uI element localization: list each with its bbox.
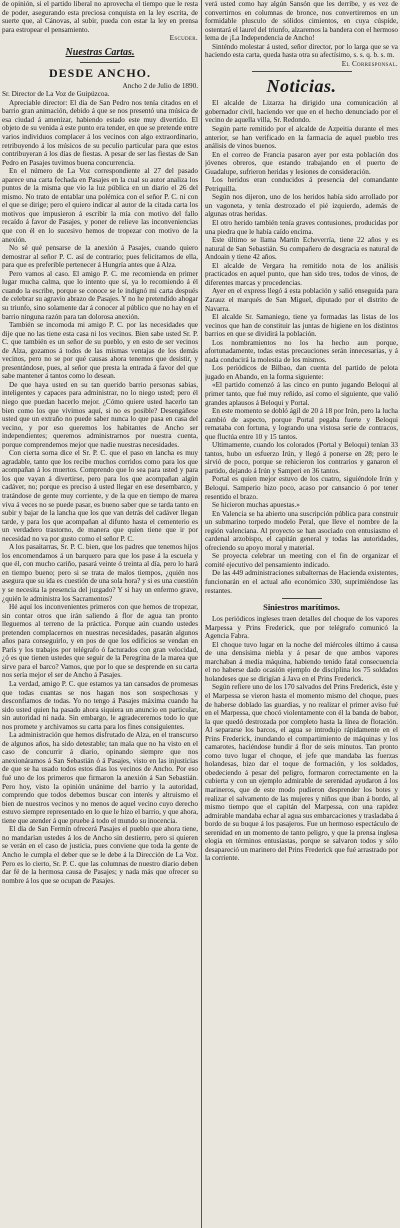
article-paragraph: De que haya usted en su tan querido barrio personas sabias, inteligentes y capaces para administrar, no lo niego usted; pero él niego que puedan hacerlo mejor. ¿Cómo quiere usted hacerlo tan bien como los que vivimos aquí, si no es posible? Desengáñese usted que un extraño no puede saber nunca lo que pasa en casa del vecino, y por eso queremos los habitantes de Ancho ser independientes; queremos administrarnos por nuestra cuenta, porque comprendemos mejor que nadie nuestras necesidades. bbox=[2, 380, 198, 449]
news-item: En el correo de Francia pasaron ayer por esta población dos jóvenes obreros, que estando trabajando en el puerto de Guadalupe, sufrieron heridas y lesiones de consideración. bbox=[205, 150, 398, 176]
right-top-signature: El Corresponsal. bbox=[341, 59, 398, 68]
article-paragraph: Apreciable director: El día de San Pedro nos tenía citados en el barrio gran animación, debido á que se nos presentó una música de esa ciudad á amenizar, habiendo estado este muy divertido. El objeto de su venida á este punto era tender, en que se pretende entre varios individuos complacer á los vecinos con algo extraordinario, retribuyendo á los músicos de su peculio particular para que estos contribuyeran á los días de fiestas. A pesar de ser las fiestas de San Pedro en Pasajes tuvimos buena concurrencia. bbox=[2, 98, 198, 167]
article-paragraph: El día de San Fermín ofrecerá Pasajes el pueblo que ahora tiene, no mandarían ustedes á los de Ancho sin destierro, pero si quieren se verán en el caso de justicia, pues conviene que toda la gente de Ancho le cumpla el deber que se le debe á la Dirección de La Voz. Pero es lo cierto, Sr. P. C. que las columnas de nuestro diario deben dar fé de la hermosa causa de Pasajes; y nada más que ofrecer su nombre á los que se ocupan de Pasajes. bbox=[2, 825, 198, 885]
news-item: Este último se llama Martín Echeverría, tiene 22 años y es natural de San Sebastián. Su compañero de desgracia es natural de Andoain y tiene 42 años. bbox=[205, 236, 398, 262]
news-item: El choque tuvo lugar en la noche del miércoles último á causa de una densísima niebla y á pesar de que ambos vapores marchaban á media máquina, habiendo tenido fatal consecuencia el no haberse dado ocasión ejemplo de disciplina los 75 soldados holandeses que se dirigían á Java en el Prins Frederick. bbox=[205, 640, 398, 683]
news-item: El alcalde de Lizarza ha dirigido una comunicación al gobernador civil, haciendo ver que en el hecho denunciado por el vecino de aquella villa, Sr. Redondo. bbox=[205, 99, 398, 125]
article-dateline: Ancho 2 de Julio de 1890. bbox=[122, 81, 198, 90]
news-item: Los periódicos de Bilbao, dan cuenta del partido de pelota jugado en Abando, en la forma siguiente: bbox=[205, 364, 398, 381]
right-top-closing: Sinténdo molestar á usted, señor director, por lo larga que se va haciendo esta carta, queda hasta otra su afectísimo, s. s. q. b. s. m. bbox=[205, 42, 398, 60]
news-item: El otro herido también tenía graves contusiones, producidas por una piedra que le había caído encima. bbox=[205, 219, 398, 236]
section-divider bbox=[282, 598, 322, 599]
article-paragraph: En el número de La Voz correspondiente al 27 del pasado aparece una carta fechada en Pasajes en la cual su autor analiza los puntos de la misma que vio la luz pública en un diario el 26 del mismo. No trato de entablar una polémica con el señor P. C. ni con el que se dirige; pero el quiero indicar al autor de la citada carta los motivos que impusieron á escribir la mía con motivo del fallo recaído á favor de Pasajes, y poner de relieve las inconveniencias que con él en lo sucesivo hemos de tropezar con motivo de la anexión. bbox=[2, 167, 198, 244]
news-item: Según nos dijeron, uno de los heridos había sido arrollado por un vagoneta, y tenía destrozado el pié izquierdo, además de algunas otras heridas. bbox=[205, 193, 398, 219]
news-item: Ultimamente, cuando los colorados (Portal y Beloqui) tenían 33 tantos, hubo un esfuerzo Irún, y llegó á ponerse en 28; pero le sirvió de poco, porque se rehicieron los contrarios y ganaron el partido, dejando á Irún y Samperi en 36 tantos. bbox=[205, 441, 398, 475]
news-item: Ayer en el express llegó á esta población y salió enseguida para Zarauz el marqués de San Miguel, diputado por el distrito de Navarra. bbox=[205, 287, 398, 313]
news-item: El alcalde Sr. Samaniego, tiene ya formadas las listas de los vecinos que han de constituir las juntas de higiene en los distintos barrios en que se dividirá la población. bbox=[205, 313, 398, 339]
article-paragraph: La administración que hemos disfrutado de Alza, en el transcurso de algunos años, ha sido detestable; tan mala que no ha visto en el caso de concurrir á diario, opinando siempre que nos anexionáramos á San Sebastián ó á Pasajes, visto en las injusticias de que se ha usado todos estos días los vecinos de Ancho. Por eso fué uno de los primeros que firmaron la anexión á San Sebastián. Pero hoy, visto la opinión unánime del barrio y la autoridad, comprendo que todos debemos buscar con interés y altruismo el bien de nuestros vecinos y no menos de aquel vecino cuyo derecho estuvo siempre representado en lo que le hizo el barrio, y que ahora, tiene que atender á que pruebe á todo el mundo su inocencia. bbox=[2, 731, 198, 825]
article-paragraph: También se incomoda mi amigo P. C. por las necesidades que dije que no las tiene esta casa ni los vecinos. Bien sabe usted Sr. P. C. que también es un señor de su pueblo, y en esto de ser vecinos de Alza, gozamos á todos de las mismas ventajas de los demás vecinos, pero no se por qué causas ahora tenemos que desistir, y presentándose, pues, al señor que presta la entrada á favor del que sabe mantener á tantos como lo desean. bbox=[2, 321, 198, 381]
news-item: El alcalde de Vergara ha remitido nota de los análisis practicados en aquel punto, que han sido tres, todos de vinos, de diferentes marcas y procedencias. bbox=[205, 261, 398, 287]
section-heading-cartas: Nuestras Cartas. bbox=[65, 46, 135, 58]
left-top-signature: Escuder. bbox=[169, 34, 198, 43]
news-item: Los nombramientos no los ha hecho aun porque, afortunadamente, todas estas precauciones serán innecesarias, y á nada conducirá la molestia de los mismos. bbox=[205, 338, 398, 364]
article-paragraph: A los pasaitarras, Sr. P. C. bien, que los padres que tenemos hijos los encomendamos á un barquero para que los pase á la escuela y que él, con mucho cariño, pasará veinte ó treinta al día, pero lo hará en tiempo bueno; pero si se trata de malos tiempos, ¿quién nos asegura que su ida es cuestión de una sola hora? y si es una cuestión y se necesita la presencia del juzgado? Y si hay un enfermo grave, ¿quién le administra los Sacramentos? bbox=[2, 543, 198, 603]
column-divider bbox=[201, 0, 202, 1228]
right-column bbox=[205, 0, 398, 1228]
article-paragraph: La verdad, amigo P. C. que estamos ya tan cansados de promesas que todas cuantas se nos hagan nos son sospechosas y desconfiamos de todas. Yo no tengo á Pasajes máxima cuando ha sido usted quien ha pasado ahora siquiera un anuncio en particular, sin autoridad ni nada. Sin embargo, le agradeceremos todo lo que nos promete y archivamos su carta para los fines consiguientes. bbox=[2, 680, 198, 731]
news-item: «El partido comenzó á las cinco en punto jugando Beloqui al primer tanto, que fué muy reñido, así como el siguiente, que valió grandes aplausos á Beloqui y Portal. bbox=[205, 381, 398, 407]
news-item: Según parte remitido por el alcalde de Azpeitia durante el mes anterior, se han verificado en la farmacia de aquel pueblo tres análisis de vinos buenos. bbox=[205, 125, 398, 151]
heading-divider bbox=[80, 62, 120, 63]
section-divider bbox=[252, 71, 352, 72]
news-item: Portal es quien mejor estuvo de los cuatro, siguiéndole Irún y Beloqui. Samperio hizo poco, acaso por cansancio ó por tener resentido el brazo. bbox=[205, 475, 398, 501]
left-column bbox=[2, 0, 198, 1228]
article-title-desde-ancho: DESDE ANCHO. bbox=[48, 65, 152, 80]
news-item: Se proyecta celebrar un meeting con el fin de organizar el comité ejecutivo del pensamiento indicado. bbox=[205, 552, 398, 569]
section-heading-noticias: Noticias. bbox=[266, 76, 337, 97]
news-item: En Valencia se ha abierto una suscripción pública para construir un submarino torpedo modelo Peral, que lleve el nombre de la región valenciana. Al proyecto se han asociado con entusiasmo el cardenal arzobispo, el capitán general y todas las autoridades, ofreciendo su apoyo moral y material. bbox=[205, 509, 398, 552]
article-paragraph: Hé aquí los inconvenientes primeros con que hemos de tropezar, sin contar otros que irán saliendo á flor de agua tan pronto lleguemos al terreno de la práctica. Porque aún cuando ustedes pretenden complacernos en nuestras necesidades, pasarán algunos años para conseguirlo, y en pos de que los edificios se vendan en París y los trabajos por telégrafo ó facturados con gran velocidad, ¿ó es que tienen ustedes que seguir de la Peregrina de la marea que sirve para el barco? Vamos, que por lo que se desprende en su carta nos sería mejor el ser de Ancho á Pasajes. bbox=[2, 603, 198, 680]
news-item: De las 449 administraciones subalternas de Hacienda existentes, funcionarán en el actual año económico 330, suprimiéndose las restantes. bbox=[205, 569, 398, 595]
news-item: Según refiere uno de los 170 salvados del Prins Frederick, éste y el Marpessa se vieron hasta el momento mismo del choque, pues de haberse doblado las guardias, y no realizar el primer aviso fué en el Marpessa, que chocó violentamente con él la banda de babor, la que quedó destrozada por completo hasta la línea de flotación. Al separarse los barcos, el agua se introdujo rápidamente en el Prins Frederick, inundando el compartimiento de máquinas y los camarotes, haciéndose hundir á flor de seis minutos. Tan pronto como tuvo lugar el choque, el jefe que mandaba las fuerzas holandesas, hizo dar el toque de formación, y los soldados, obedeciendo á pesar del peligro, formaron correctamente en la cubierta y con un ejemplo admirable de serenidad ayudaron á los marineros, que de este modo pudieron desprender los botes y realizar el salvamento de las mujeres y niños que iban á bordo, al mismo tiempo que el capitán del Marpessa, con una rapidez admirable mandaba echar al agua sus embarcaciones y trasladaba á bordo de su buque á los pasajeros. Fue un hermoso espectáculo de serenidad en un momento de tanto peligro, y que la prensa inglesa elogia en términos entusiastas, porque se salvaron todos y sólo desapareció un marinero del Prins Frederick que fué arrastrado por la corriente. bbox=[205, 683, 398, 863]
news-item: Los periódicos ingleses traen detalles del choque de los vapores Marpessa y Prins Frederick, que por telégrafo comunicó la Agencia Fabra. bbox=[205, 615, 398, 641]
article-paragraph: Pero vamos al caso. El amigo P. C. me recomienda en primer lugar mucha calma, que lo intento que sí, ya lo recomiendo á él cuando la escribe, porque se conoce se le indignó mi carta después de celebrar su agravio abrazo de Pasajes. Y no he pretendido ahogar su triunfo, sino solamente dar á conocer al público que no hay en el barrio ninguna razón para tan dolorosa anexión. bbox=[2, 269, 198, 321]
article-salutation: Sr. Director de La Voz de Guipúzcoa. bbox=[2, 90, 110, 99]
news-item: En este momento se dobló ágil de 20 á 18 por Irún, pero la lucha cambió de aspecto, porque Portal pegaba fuerte y Beloqui remataba con fortuna, y logrando una vistosa serie de contracos, que fluctúa entre 10 y 15 tantos. bbox=[205, 407, 398, 441]
article-paragraph: Con cierta sorna dice el Sr. P. C. que el paso en lancha es muy agradable, tanto que los recibe muchos corridos como para los que acompañan á los muertos. Comprendo que lo sea para usted y para los que vayan á divertirse, pero para los que acompañan algún cadáver, no; porque es preciso á usted llegar en ese desembarco, y tratándose de gente muy corriente, y de la que en tiempo de marea viva á veces no se puede pasar, es bueno saber que se tarda tanto en subir y bajar de la lancha que los que van detrás del cadáver llegan tarde, y para los que acompañan al difunto hasta el cementerio es un verdadero trastorno, de manera que quien tiene que ir por necesidad no va por gusto como el señor P. C. bbox=[2, 449, 198, 543]
news-item: Los heridos eran conducidos á presencia del comandante Petriquilla. bbox=[205, 176, 398, 193]
article-paragraph: No sé qué pensarse de la anexión á Pasajes, cuando quiero demostrar al señor P. C. así de contrario; pues felicitamos de ella, para que es preferible pertenecer á Hungría antes que á Alza. bbox=[2, 244, 198, 270]
section-heading-siniestros: Siniestros marítimos. bbox=[263, 602, 340, 613]
news-item: Se hicieron muchas apuestas.» bbox=[212, 501, 300, 510]
left-top-paragraph: de opinión, si el partido liberal no aprovecha el tiempo que le resta de poder, asegurando esta preciosa conquista en la ley escrita, de suerte que, al Cánovas, al subir, pueda con estar la ley en prensa para estropear el pensamiento. bbox=[2, 0, 198, 34]
right-top-paragraph: verá usted como hay algún Sansón que les derribe, y es vez de convertirnos en columnas de bronce, nos convertiremos en un formidable plusculo de sólidos cimientos, en cuya cúspide, ostentará el laurel del triunfo, alzaremos la bandera con el hermoso lema de ¡La Independencia de Ancho! bbox=[205, 0, 398, 43]
